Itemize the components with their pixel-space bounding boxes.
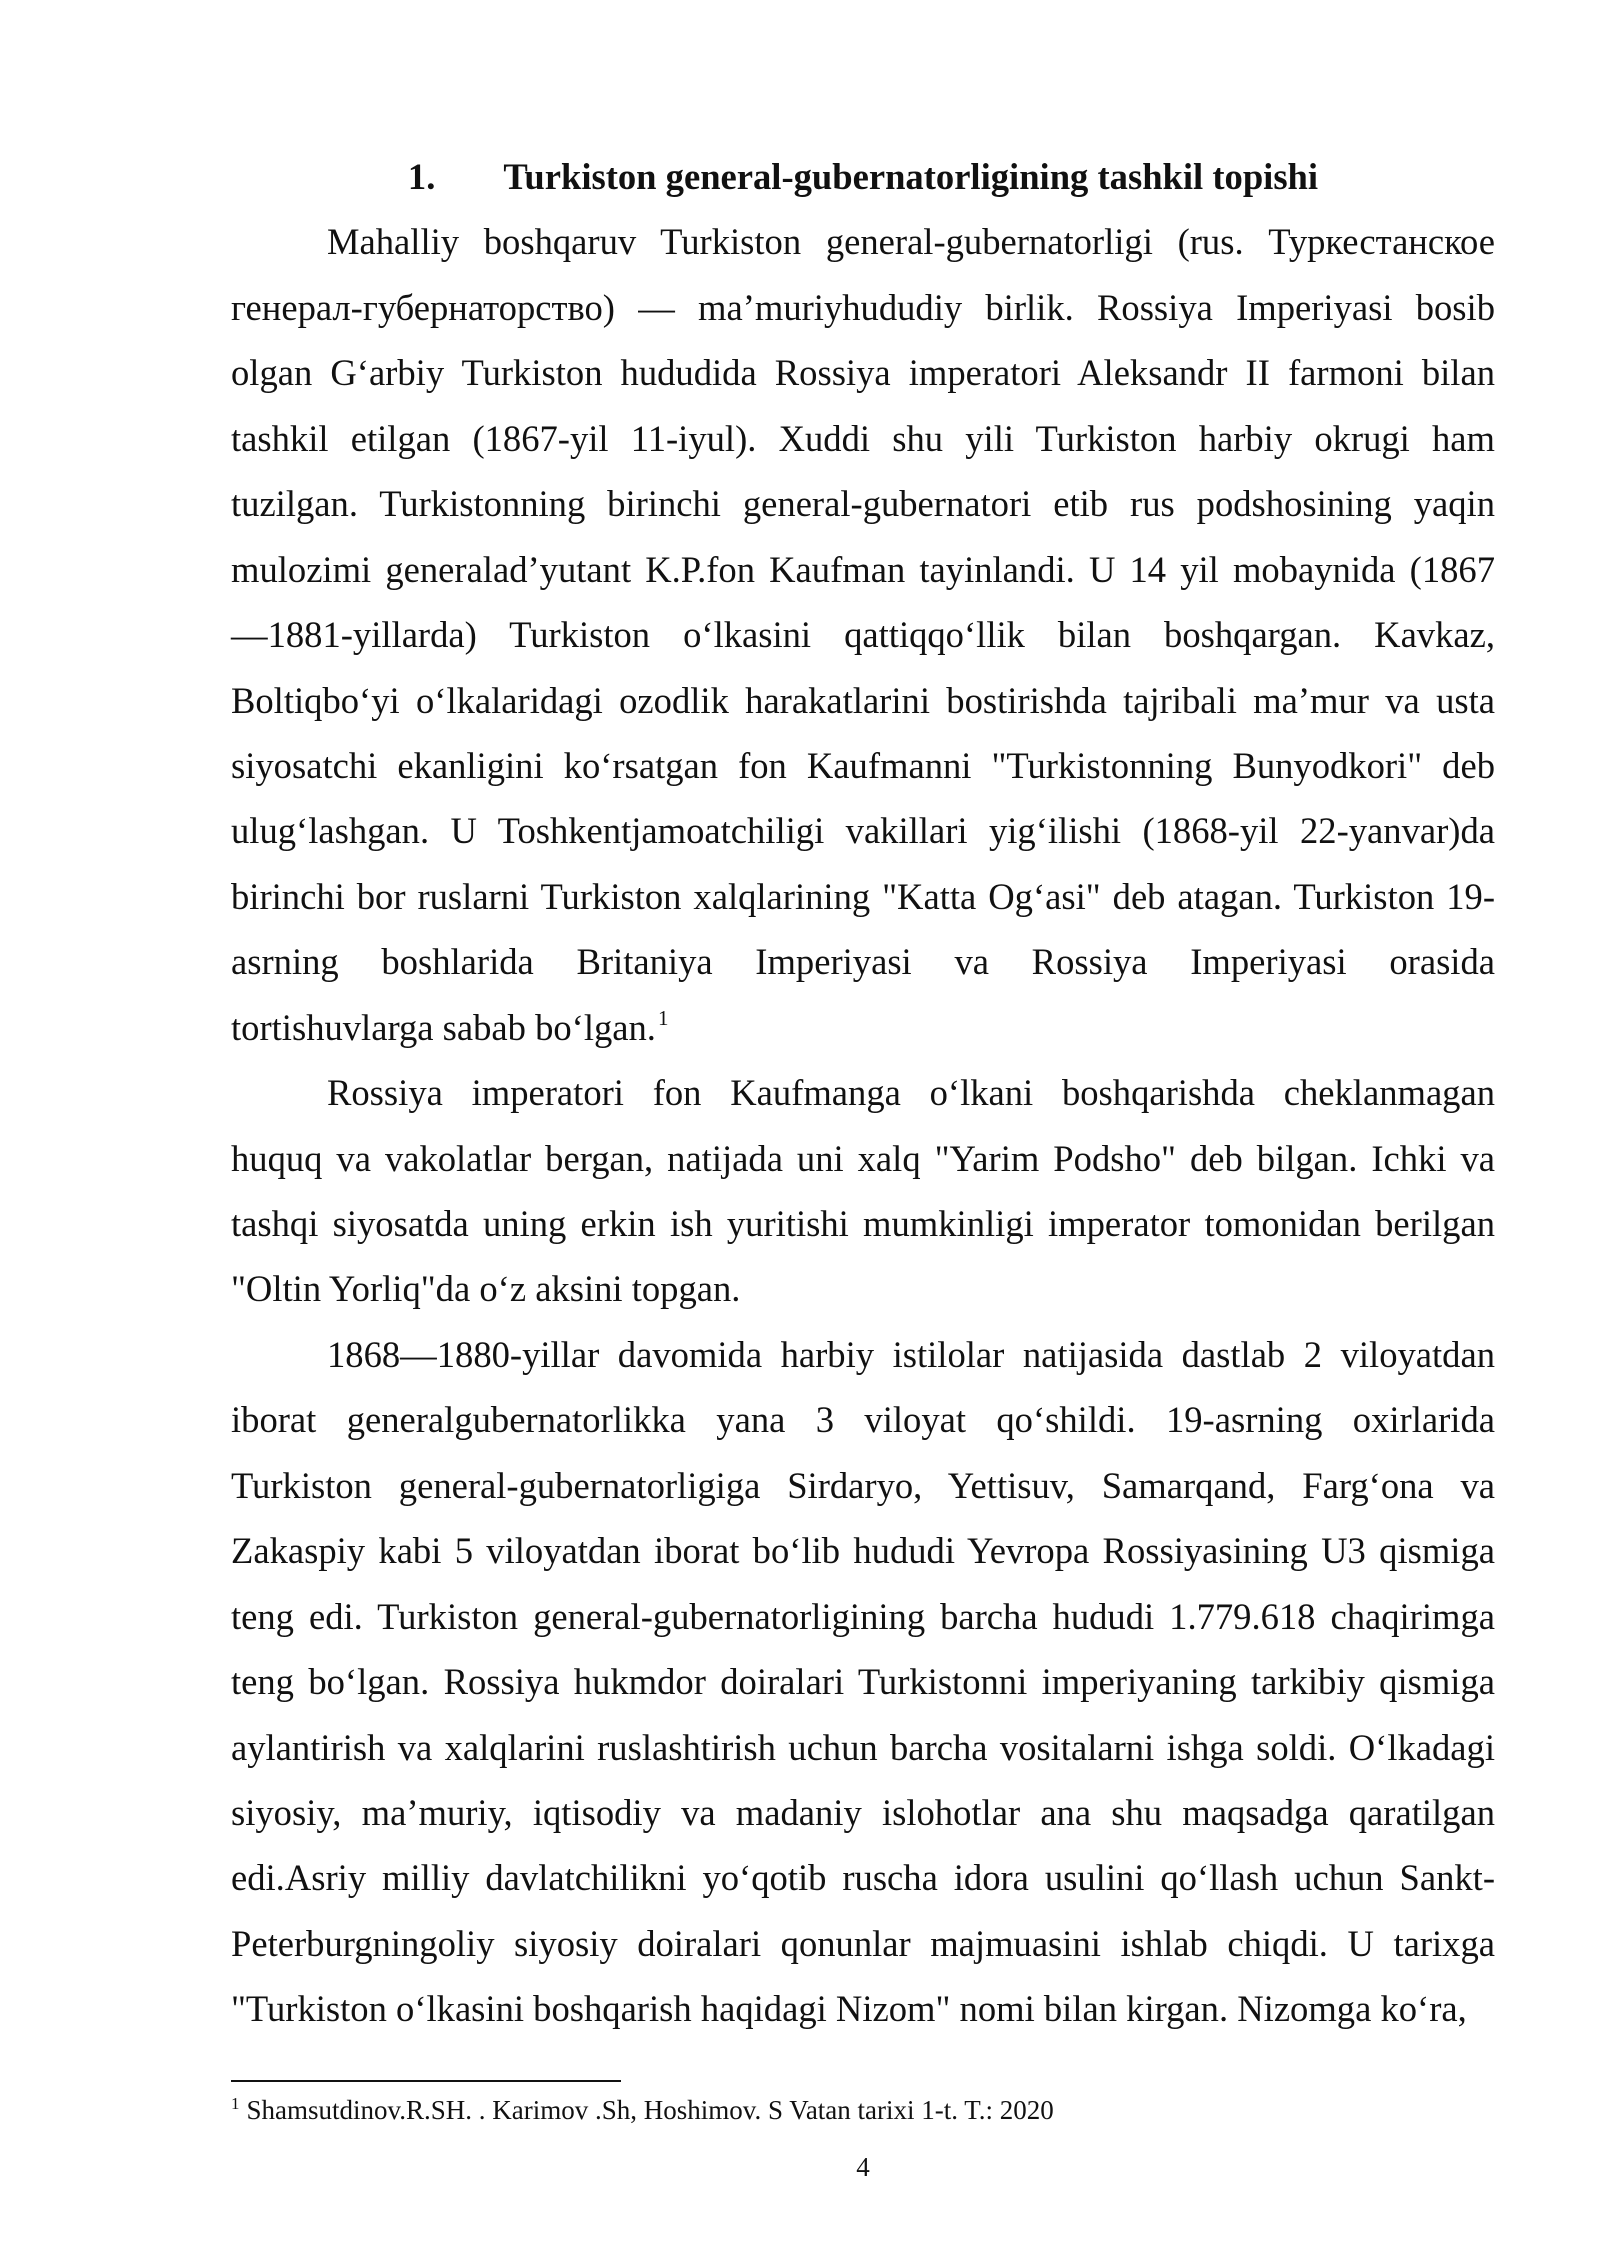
text-line	[231, 602, 1495, 667]
line-text: ulug‘lashgan. U Toshkentjamoatchiligi vakillari yig‘ilishi (1868-yil 22-yanvar)da	[231, 810, 1495, 852]
line-text: Turkiston general-gubernatorligiga Sirdaryo, Yettisuv, Samarqand, Farg‘ona va	[231, 1464, 1495, 1506]
line-text: Rossiya imperatori fon Kaufmanga o‘lkani boshqarishda cheklanmagan	[327, 1072, 1495, 1114]
text-line	[231, 1845, 1495, 1910]
footnote-number: 1	[231, 2094, 240, 2113]
line-text: —1881-yillarda) Turkiston o‘lkasini qattiqqo‘llik bilan boshqargan. Kavkaz,	[231, 614, 1495, 656]
line-text: olgan G‘arbiy Turkiston hududida Rossiya imperatori Aleksandr II farmoni bilan	[231, 352, 1495, 394]
text-line	[231, 995, 1495, 1060]
text-line	[231, 1715, 1495, 1780]
line-text: siyosiy, ma’muriy, iqtisodiy va madaniy islohotlar ana shu maqsadga qaratilgan	[231, 1791, 1495, 1833]
text-line	[231, 1322, 1495, 1387]
line-text: tashqi siyosatda uning erkin ish yuritishi mumkinligi imperator tomonidan berilgan	[231, 1203, 1495, 1244]
line-text: "Oltin Yorliq"da o‘z aksini topgan.	[231, 1268, 741, 1310]
text-line	[231, 733, 1495, 798]
text-line	[231, 1780, 1495, 1845]
text-line	[231, 1911, 1495, 1976]
line-text: teng bo‘lgan. Rossiya hukmdor doiralari Turkistonni imperiyaning tarkibiy qismiga	[231, 1661, 1495, 1703]
line-text: asrning boshlarida Britaniya Imperiyasi va Rossiya Imperiyasi orasida	[231, 941, 1495, 983]
text-line	[231, 275, 1495, 340]
line-text: huquq va vakolatlar bergan, natijada uni xalq "Yarim Podsho" deb bilgan. Ichki va	[231, 1137, 1495, 1179]
text-line	[231, 1060, 1495, 1125]
line-text: birinchi bor ruslarni Turkiston xalqlarining "Katta Og‘asi" deb atagan. Turkiston 19-	[231, 875, 1495, 917]
text-line	[231, 864, 1495, 929]
text-line	[231, 537, 1495, 602]
line-text: aylantirish va xalqlarini ruslashtirish uchun barcha vositalarni ishga soldi. O‘lkadagi	[231, 1726, 1495, 1768]
footnote-text: Shamsutdinov.R.SH. . Karimov .Sh, Hoshimov. S Vatan tarixi 1-t. T.: 2020	[246, 2095, 1054, 2125]
text-line	[231, 340, 1495, 405]
text-line	[231, 668, 1495, 733]
text-line	[231, 929, 1495, 994]
text-line	[231, 209, 1495, 274]
line-text: Mahalliy boshqaruv Turkiston general-gubernatorligi (rus. Туркестанское	[327, 221, 1495, 263]
line-text: tuzilgan. Turkistonning birinchi general-gubernatori etib rus podshosining yaqin	[231, 483, 1495, 525]
line-text: iborat generalgubernatorlikka yana 3 viloyat qo‘shildi. 19-asrning oxirlarida	[231, 1399, 1495, 1441]
text-line	[231, 1518, 1495, 1583]
text-line	[231, 471, 1495, 536]
paragraph	[231, 1060, 1495, 1322]
text-line	[231, 1387, 1495, 1452]
text-line	[231, 1191, 1495, 1256]
text-line	[231, 1649, 1495, 1714]
text-line	[231, 1256, 1495, 1321]
body-text	[231, 209, 1495, 2041]
section-title: Turkiston general-gubernatorligining tashkil topishi	[503, 156, 1319, 197]
footnote-reference: 1	[657, 1005, 669, 1030]
footnote-separator	[231, 2080, 621, 2082]
line-text: teng edi. Turkiston general-gubernatorligining barcha hududi 1.779.618 chaqirimga	[231, 1595, 1495, 1637]
paragraph	[231, 209, 1495, 1060]
line-text: tortishuvlarga sabab bo‘lgan.	[231, 1006, 656, 1048]
paragraph	[231, 1322, 1495, 2042]
line-text: siyosatchi ekanligini ko‘rsatgan fon Kaufmanni "Turkistonning Bunyodkori" deb	[231, 744, 1495, 786]
footnote	[231, 2093, 1495, 2131]
text-line	[231, 1976, 1495, 2041]
line-text: edi.Asriy milliy davlatchilikni yo‘qotib ruscha idora usulini qo‘llash uchun Sankt-	[231, 1857, 1495, 1899]
text-line	[231, 1126, 1495, 1191]
section-number: 1.	[407, 156, 436, 197]
page-number: 4	[856, 2152, 870, 2182]
line-text: "Turkiston o‘lkasini boshqarish haqidagi Nizom" nomi bilan kirgan. Nizomga ko‘ra,	[231, 1988, 1467, 2030]
section-heading	[231, 144, 1495, 209]
text-line	[231, 406, 1495, 471]
line-text: tashkil etilgan (1867-yil 11-iyul). Xuddi shu yili Turkiston harbiy okrugi ham	[231, 417, 1495, 459]
text-line	[231, 798, 1495, 863]
text-line	[231, 1453, 1495, 1518]
line-text: mulozimi generalad’yutant K.P.fon Kaufman tayinlandi. U 14 yil mobaynida (1867	[231, 548, 1495, 590]
line-text: генерал-губернаторство) — ma’muriyhududiy birlik. Rossiya Imperiyasi bosib	[231, 286, 1495, 328]
line-text: Zakaspiy kabi 5 viloyatdan iborat bo‘lib hududi Yevropa Rossiyasining U3 qismiga	[231, 1530, 1495, 1572]
page-body	[231, 144, 1495, 2042]
line-text: Peterburgningoliy siyosiy doiralari qonunlar majmuasini ishlab chiqdi. U tarixga	[231, 1922, 1495, 1964]
text-line	[231, 1584, 1495, 1649]
line-text: 1868—1880-yillar davomida harbiy istilolar natijasida dastlab 2 viloyatdan	[327, 1333, 1495, 1375]
line-text: Boltiqbo‘yi o‘lkalaridagi ozodlik harakatlarini bostirishda tajribali ma’mur va usta	[231, 679, 1495, 721]
